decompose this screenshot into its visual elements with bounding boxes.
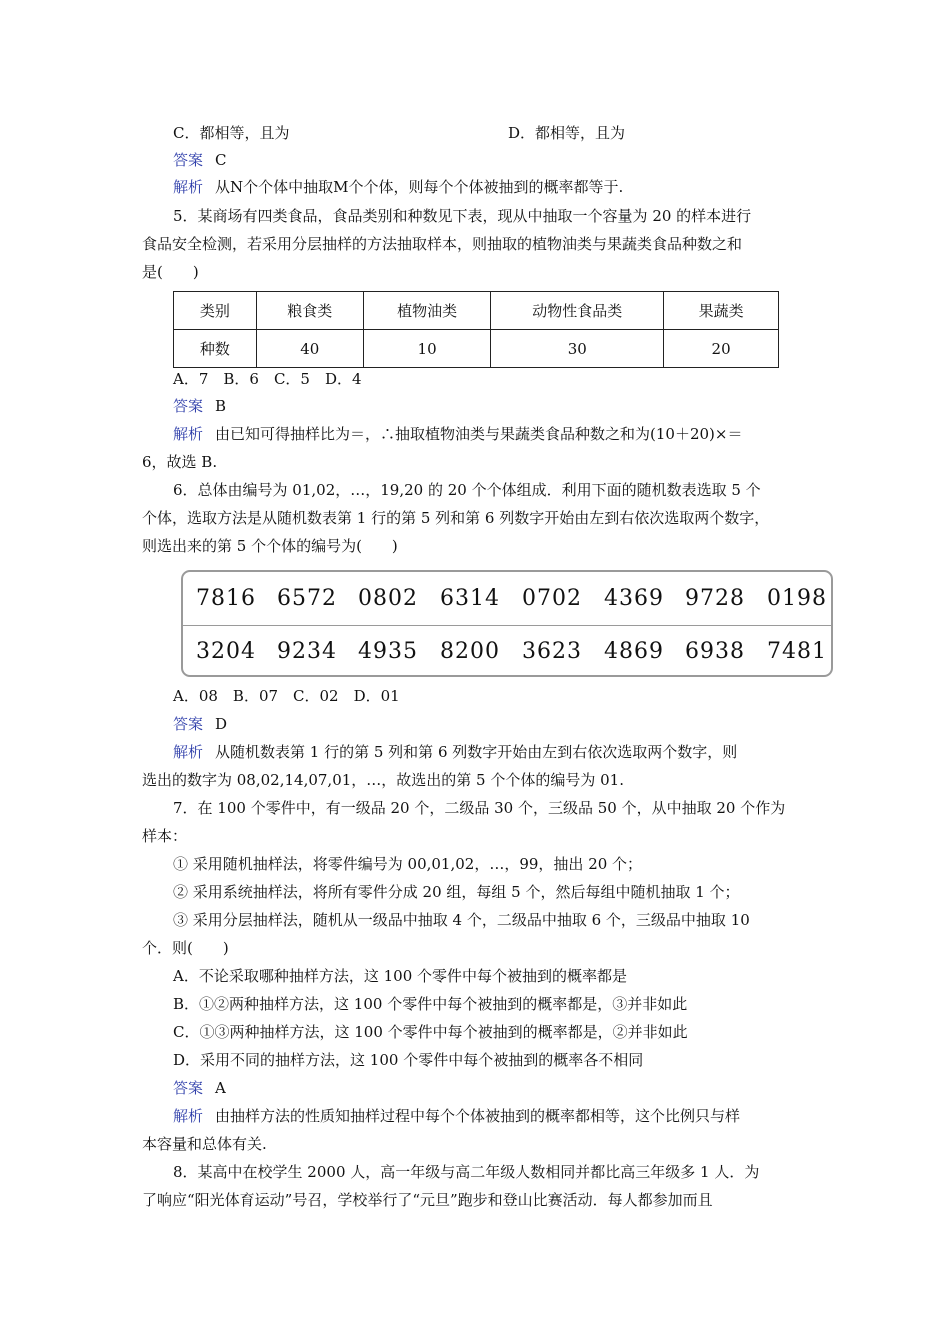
q5-options: A．7 B．6 C．5 D．4 [173, 370, 362, 388]
q5-stem-2: 食品安全检测，若采用分层抽样的方法抽取样本，则抽取的植物油类与果蔬类食品种数之和 [142, 235, 743, 253]
answer-value: D [215, 715, 228, 733]
q5-stem-3: 是( ) [142, 263, 199, 281]
analysis-text: 由已知可得抽样比为＝，∴抽取植物油类与果蔬类食品种数之和为(10＋20)×＝ [215, 425, 743, 443]
analysis-text: 从随机数表第 1 行的第 5 列和第 6 列数字开始由左到右依次选取两个数字，则 [215, 743, 738, 761]
q4-option-d: D．都相等，且为 [508, 124, 626, 142]
q7-option-b: B．①②两种抽样方法，这 100 个零件中每个被抽到的概率都是，③并非如此 [173, 995, 688, 1013]
q7-analysis-2: 本容量和总体有关. [142, 1135, 267, 1153]
q8-stem-1: 8．某高中在校学生 2000 人，高一年级与高二年级人数相同并都比高三年级多 1 人．为 [173, 1163, 760, 1181]
answer-label: 答案 [173, 397, 204, 415]
answer-label: 答案 [173, 151, 204, 169]
q7-option-a: A．不论采取哪种抽样方法，这 100 个零件中每个被抽到的概率都是 [173, 967, 628, 985]
q4-analysis [173, 177, 623, 197]
table-cell: 种数 [174, 330, 257, 368]
q7-option-c: C．①③两种抽样方法，这 100 个零件中每个被抽到的概率都是，②并非如此 [173, 1023, 688, 1041]
q6-analysis-1 [173, 742, 737, 762]
q6-stem-3: 则选出来的第 5 个个体的编号为( ) [142, 537, 398, 555]
food-category-table [173, 291, 779, 368]
table-cell: 6314 [440, 586, 500, 611]
table-cell: 果蔬类 [664, 292, 779, 330]
table-cell: 7481 [767, 639, 827, 664]
q5-answer [173, 396, 226, 416]
q7-item-1: ① 采用随机抽样法，将零件编号为 00,01,02，…，99，抽出 20 个； [173, 855, 643, 873]
q6-analysis-2: 选出的数字为 08,02,14,07,01，…，故选出的第 5 个个体的编号为 01. [142, 771, 624, 789]
table-cell: 3204 [196, 639, 256, 664]
table-cell: 10 [363, 330, 491, 368]
analysis-label: 解析 [173, 425, 204, 443]
table-cell: 植物油类 [363, 292, 491, 330]
analysis-label: 解析 [173, 743, 204, 761]
table-row [183, 625, 831, 678]
table-cell: 6572 [277, 586, 337, 611]
q7-answer [173, 1078, 226, 1098]
q6-answer [173, 714, 227, 734]
q6-stem-2: 个体，选取方法是从随机数表第 1 行的第 5 列和第 6 列数字开始由左到右依次选取两个数字， [142, 509, 770, 527]
analysis-label: 解析 [173, 178, 204, 196]
analysis-text: 从N个个体中抽取M个个体，则每个个体被抽到的概率都等于. [215, 178, 624, 196]
table-cell: 0198 [767, 586, 827, 611]
q7-item-3a: ③ 采用分层抽样法，随机从一级品中抽取 4 个，二级品中抽取 6 个，三级品中抽取 10 [173, 911, 750, 929]
q7-item-3b: 个．则( ) [142, 939, 229, 957]
q6-stem-1: 6．总体由编号为 01,02，…，19,20 的 20 个个体组成．利用下面的随机数表选取 5 个 [173, 481, 761, 499]
random-number-table [181, 570, 833, 677]
q7-item-2: ② 采用系统抽样法，将所有零件分成 20 组，每组 5 个，然后每组中随机抽取 1 个； [173, 883, 740, 901]
answer-label: 答案 [173, 715, 204, 733]
analysis-text: 由抽样方法的性质知抽样过程中每个个体被抽到的概率都相等，这个比例只与样 [215, 1107, 741, 1125]
q6-options: A．08 B．07 C．02 D．01 [173, 687, 400, 705]
q5-analysis-2: 6，故选 B. [142, 453, 218, 471]
q4-option-c: C．都相等，且为 [173, 124, 290, 142]
table-cell: 类别 [174, 292, 257, 330]
table-cell: 8200 [440, 639, 500, 664]
q7-option-d: D．采用不同的抽样方法，这 100 个零件中每个被抽到的概率各不相同 [173, 1051, 644, 1069]
table-cell: 3623 [522, 639, 582, 664]
table-cell: 粮食类 [256, 292, 363, 330]
table-cell: 6938 [685, 639, 745, 664]
table-cell: 40 [256, 330, 363, 368]
answer-value: B [215, 397, 227, 415]
answer-value: C [215, 151, 227, 169]
table-cell: 4935 [358, 639, 418, 664]
analysis-label: 解析 [173, 1107, 204, 1125]
q5-analysis-1 [173, 424, 742, 444]
table-row [174, 330, 779, 368]
q8-stem-2: 了响应“阳光体育运动”号召，学校举行了“元旦”跑步和登山比赛活动．每人都参加而且 [142, 1191, 713, 1209]
q4-answer [173, 150, 227, 170]
q7-analysis-1 [173, 1106, 740, 1126]
table-cell: 20 [664, 330, 779, 368]
table-cell: 9728 [685, 586, 745, 611]
table-cell: 0802 [358, 586, 418, 611]
q5-stem-1: 5．某商场有四类食品，食品类别和种数见下表，现从中抽取一个容量为 20 的样本进行 [173, 207, 752, 225]
table-cell: 4369 [604, 586, 664, 611]
table-cell: 7816 [196, 586, 256, 611]
answer-value: A [215, 1079, 226, 1097]
table-cell: 0702 [522, 586, 582, 611]
q7-stem-1: 7．在 100 个零件中，有一级品 20 个，二级品 30 个，三级品 50 个，从中抽取 20 个作为 [173, 799, 786, 817]
table-cell: 动物性食品类 [491, 292, 664, 330]
table-header-row [174, 292, 779, 330]
table-cell: 30 [491, 330, 664, 368]
table-cell: 9234 [277, 639, 337, 664]
q7-stem-2: 样本： [142, 827, 188, 845]
table-row [183, 572, 831, 625]
answer-label: 答案 [173, 1079, 204, 1097]
table-cell: 4869 [604, 639, 664, 664]
